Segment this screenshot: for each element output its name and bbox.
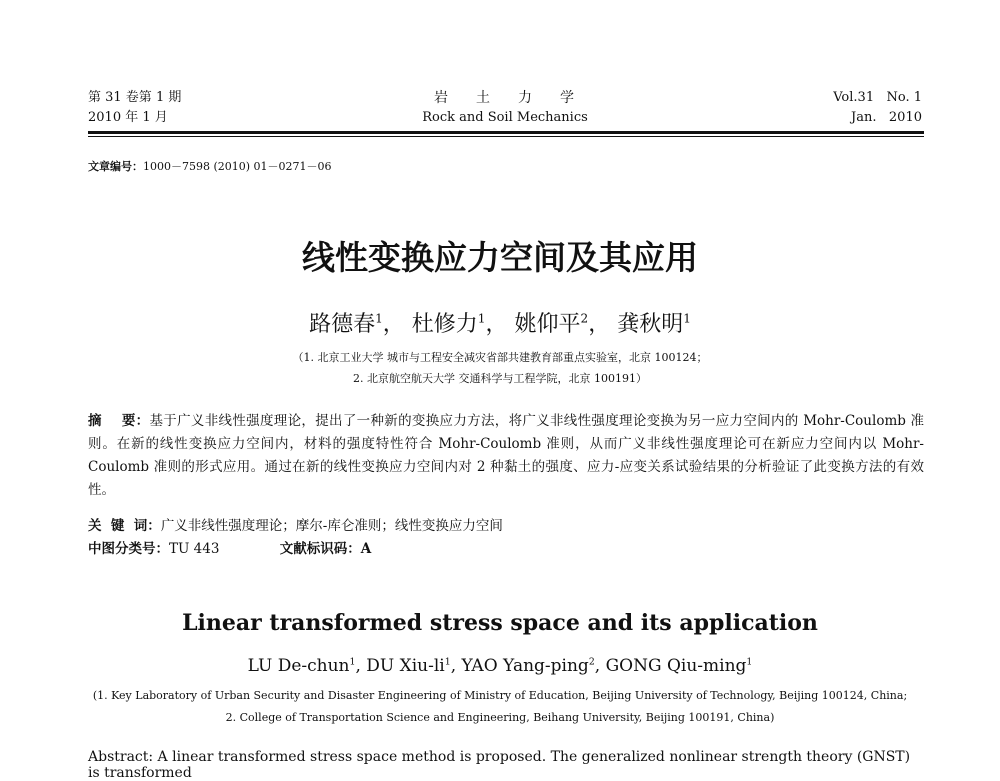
journal-name-cn: 岩土力学 <box>434 90 602 106</box>
author-en-sup: 1 <box>746 656 753 668</box>
date-en: Jan. 2010 <box>851 110 922 125</box>
article-number <box>88 158 332 174</box>
clc-label: 中图分类号： <box>88 541 169 557</box>
article-number-label: 文章编号： <box>88 160 143 173</box>
abstract-cn <box>88 410 924 502</box>
volume-block <box>833 88 922 128</box>
journal-name-block <box>390 88 620 128</box>
authors-en: LU De-chun$^1$, DU Xiu-$li^1$, YAO Yang-ping$^2$, GONG Qiu-ming$^1$ <box>247 656 753 676</box>
author-cn: 杜修力 <box>411 312 478 337</box>
author-en-sup: 1 <box>349 656 356 668</box>
header-rule-thin <box>88 136 924 137</box>
abstract-text: 基于广义非线性强度理论，提出了一种新的变换应力方法，将广义非线性强度理论变换为另一应力空间内的 Mohr-Coulomb 准则。在新的线性变换应力空间内，材料的强度特性符合 Mohr-Coulomb 准则，从而广义非线性强度理论可在新应力空间内以 Mohr-Coulomb 准则的形式应用。通过在新的线性变换应力空间内对 2 种黏土的强度、应力-应变关系试验结果的分析验证了此变换方法的有效性。 <box>88 413 924 498</box>
author-cn-sup: 2 <box>580 311 589 326</box>
keywords-label: 关 键 词： <box>88 518 161 534</box>
author-en-sup: 1 <box>444 656 451 668</box>
date-cn: 2010 年 1 月 <box>88 110 168 125</box>
affiliation-en-1: (1. Key Laboratory of Urban Security and Disaster Engineering of Ministry of Education, Beijing University of Technology, Beijing 100124, China; <box>92 689 908 702</box>
affiliation-cn-1: （1. 北京工业大学 城市与工程安全减灾省部共建教育部重点实验室，北京 100124； <box>292 351 708 364</box>
author-cn: 姚仰平 <box>514 312 581 337</box>
author-en: DU Xiu-li <box>366 656 445 676</box>
authors-cn: 路德春$^1$， 杜修力$^1$， 姚仰平$^2$， 龚秋明$^1$ <box>309 311 691 337</box>
author-cn-sup: 1 <box>375 311 383 326</box>
doc-code-label: 文献标识码： <box>279 541 361 557</box>
journal-issue-block <box>88 88 181 128</box>
affiliation-en-2: 2. College of Transportation Science and Engineering, Beihang University, Beijing 100191, China) <box>225 711 775 724</box>
author-en: GONG Qiu-ming <box>605 656 747 676</box>
author-en: LU De-chun <box>247 656 350 676</box>
header-rule-thick <box>88 131 924 134</box>
paper-title-en: Linear transformed stress space and its application <box>182 610 818 636</box>
classification <box>88 537 371 557</box>
journal-issue-cn: 第 31 卷第 1 期 <box>88 90 182 105</box>
clc-value: TU 443 <box>169 541 220 557</box>
author-cn-sup: 1 <box>477 311 486 326</box>
abstract-label: 摘 要： <box>88 413 150 429</box>
vol-no: Vol.31 No. 1 <box>833 90 922 105</box>
author-en-sup: 2 <box>588 656 595 668</box>
keywords-text: 广义非线性强度理论；摩尔-库仑准则；线性变换应力空间 <box>160 518 503 534</box>
author-cn: 路德春 <box>309 312 376 337</box>
paper-title-cn: 线性变换应力空间及其应用 <box>302 238 698 277</box>
article-number-value: 1000－7598 (2010) 01－0271－06 <box>143 160 332 173</box>
abstract-en-partial: Abstract: A linear transformed stress space method is proposed. The generalized nonlinear strength theory (GNST) is transformed <box>88 749 911 781</box>
author-en: YAO Yang-ping <box>461 656 589 676</box>
doc-code-value: A <box>360 541 372 557</box>
keywords <box>88 514 503 534</box>
affiliation-cn-2: 2. 北京航空航天大学 交通科学与工程学院，北京 100191） <box>353 372 647 385</box>
author-cn: 龚秋明 <box>617 312 684 337</box>
journal-name-en: Rock and Soil Mechanics <box>422 110 588 125</box>
author-cn-sup: 1 <box>683 311 691 326</box>
